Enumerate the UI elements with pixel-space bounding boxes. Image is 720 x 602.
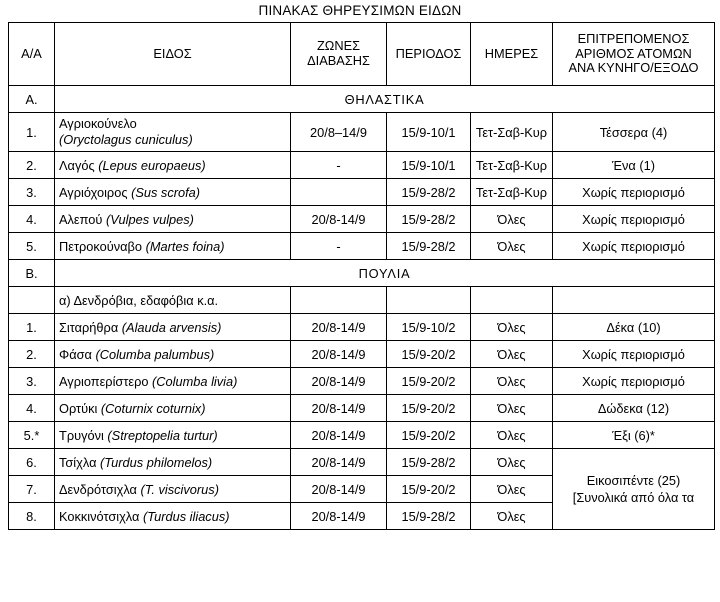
species-common-name: Τσίχλα: [59, 454, 97, 470]
table-row: [9, 341, 715, 368]
table-row: [9, 422, 715, 449]
row-index: 4.: [9, 206, 55, 233]
row-days: Τετ-Σαβ-Κυρ: [471, 113, 553, 152]
row-species: [55, 449, 291, 476]
row-days: Όλες: [471, 341, 553, 368]
row-index: 6.: [9, 449, 55, 476]
row-species: [55, 233, 291, 260]
row-index: 3.: [9, 179, 55, 206]
species-common-name: Αλεπού: [59, 211, 103, 227]
row-zones: 20/8-14/9: [291, 314, 387, 341]
row-index: 8.: [9, 503, 55, 530]
row-index: 5.*: [9, 422, 55, 449]
species-common-name: Ορτύκι: [59, 400, 98, 416]
row-index: 2.: [9, 152, 55, 179]
column-header-zones-line2: ΔΙΑΒΑΣΗΣ: [307, 53, 370, 68]
row-period: 15/9-28/2: [387, 206, 471, 233]
row-days: Τετ-Σαβ-Κυρ: [471, 152, 553, 179]
merged-note-line1: Εικοσιπέντε (25): [586, 472, 681, 488]
table-row: [9, 152, 715, 179]
table-row: [9, 233, 715, 260]
row-number: Χωρίς περιορισμό: [553, 206, 715, 233]
row-zones: 20/8-14/9: [291, 422, 387, 449]
subheading-label: α) Δενδρόβια, εδαφόβια κ.α.: [55, 287, 291, 314]
section-header-row-mammals: [9, 86, 715, 113]
species-common-name: Αγριοπερίστερο: [59, 373, 149, 389]
row-days: Όλες: [471, 422, 553, 449]
row-period: 15/9-10/2: [387, 314, 471, 341]
species-scientific-name: (Streptopelia turtur): [107, 427, 218, 443]
species-common-name: Σιταρήθρα: [59, 319, 119, 335]
row-number: Δέκα (10): [553, 314, 715, 341]
row-zones: 20/8-14/9: [291, 341, 387, 368]
subheading-index: [9, 287, 55, 314]
column-header-zones-line1: ΖΩΝΕΣ: [316, 38, 361, 54]
row-period: 15/9-20/2: [387, 368, 471, 395]
row-period: 15/9-20/2: [387, 395, 471, 422]
section-index-birds: Β.: [9, 260, 55, 287]
row-zones: 20/8-14/9: [291, 476, 387, 503]
row-days: Τετ-Σαβ-Κυρ: [471, 179, 553, 206]
species-common-name: Δενδρότσιχλα: [59, 481, 137, 497]
column-header-zones: [291, 23, 387, 86]
row-zones: [291, 179, 387, 206]
row-days: Όλες: [471, 206, 553, 233]
species-scientific-name: (Coturnix coturnix): [100, 400, 206, 416]
row-days: Όλες: [471, 368, 553, 395]
section-header-row-birds: [9, 260, 715, 287]
row-days: Όλες: [471, 476, 553, 503]
row-index: 1.: [9, 113, 55, 152]
column-header-aa: Α/Α: [9, 23, 55, 86]
species-scientific-name: (Turdus philomelos): [100, 454, 213, 470]
row-period: 15/9-28/2: [387, 449, 471, 476]
row-period: 15/9-10/1: [387, 152, 471, 179]
column-header-period: ΠΕΡΙΟΔΟΣ: [387, 23, 471, 86]
species-common-name: Τρυγόνι: [59, 427, 104, 443]
table-row: [9, 113, 715, 152]
table-header-row: [9, 23, 715, 86]
row-index: 5.: [9, 233, 55, 260]
subheading-number: [553, 287, 715, 314]
column-header-number-line3: ΑΝΑ ΚΥΝΗΓΟ/ΕΞΟΔΟ: [568, 60, 699, 76]
row-zones: 20/8-14/9: [291, 368, 387, 395]
row-zones: 20/8-14/9: [291, 395, 387, 422]
table-row: [9, 449, 715, 476]
row-number: Χωρίς περιορισμό: [553, 233, 715, 260]
species-scientific-name: (Lepus europaeus): [98, 157, 206, 173]
row-zones: -: [291, 233, 387, 260]
section-index-mammals: Α.: [9, 86, 55, 113]
section-label-birds: ΠΟΥΛΙΑ: [55, 260, 715, 287]
species-scientific-name: (Oryctolagus cuniculus): [59, 132, 193, 147]
row-number: Έξι (6)*: [553, 422, 715, 449]
column-header-number: [553, 23, 715, 86]
species-scientific-name: (Sus scrofa): [131, 184, 201, 200]
table-row: [9, 314, 715, 341]
table-row: [9, 206, 715, 233]
species-common-name: Φάσα: [59, 346, 92, 362]
subheading-zones: [291, 287, 387, 314]
row-species: [55, 179, 291, 206]
species-common-name: Λαγός: [59, 157, 95, 173]
row-number: Χωρίς περιορισμό: [553, 368, 715, 395]
row-species: [55, 395, 291, 422]
row-species: [55, 368, 291, 395]
table-row: [9, 179, 715, 206]
row-zones: 20/8–14/9: [291, 113, 387, 152]
row-species: [55, 503, 291, 530]
subheading-row-birds: [9, 287, 715, 314]
column-header-species: ΕΙΔΟΣ: [55, 23, 291, 86]
row-index: 3.: [9, 368, 55, 395]
species-scientific-name: (Columba livia): [152, 373, 238, 389]
row-period: 15/9-20/2: [387, 341, 471, 368]
row-number: Χωρίς περιορισμό: [553, 179, 715, 206]
row-zones: 20/8-14/9: [291, 206, 387, 233]
row-species: [55, 206, 291, 233]
column-header-number-line2: ΑΡΙΘΜΟΣ ΑΤΟΜΩΝ: [575, 45, 692, 61]
species-scientific-name: (Turdus iliacus): [142, 508, 230, 524]
row-species: [55, 314, 291, 341]
row-index: 4.: [9, 395, 55, 422]
species-scientific-name: (Martes foina): [145, 238, 225, 254]
row-number: Χωρίς περιορισμό: [553, 341, 715, 368]
row-period: 15/9-28/2: [387, 503, 471, 530]
row-days: Όλες: [471, 314, 553, 341]
row-species: [55, 476, 291, 503]
species-scientific-name: (Alauda arvensis): [121, 319, 222, 335]
row-number: Ένα (1): [553, 152, 715, 179]
row-period: 15/9-20/2: [387, 422, 471, 449]
row-index: 2.: [9, 341, 55, 368]
species-scientific-name: (T. viscivorus): [140, 481, 219, 497]
row-period: 15/9-28/2: [387, 179, 471, 206]
species-common-name: Αγριόχοιρος: [59, 184, 128, 200]
species-scientific-name: (Columba palumbus): [95, 346, 215, 362]
species-common-name: Πετροκούναβο: [59, 238, 143, 254]
species-common-name: Κοκκινότσιχλα: [59, 508, 140, 524]
row-species: [55, 422, 291, 449]
row-zones: 20/8-14/9: [291, 503, 387, 530]
row-index: 1.: [9, 314, 55, 341]
species-common-name: Αγριοκούνελο: [59, 116, 137, 132]
row-number: Τέσσερα (4): [553, 113, 715, 152]
row-zones: 20/8-14/9: [291, 449, 387, 476]
row-days: Όλες: [471, 233, 553, 260]
subheading-period: [387, 287, 471, 314]
species-table: [8, 22, 715, 530]
row-period: 15/9-28/2: [387, 233, 471, 260]
row-species: [55, 341, 291, 368]
row-number: Δώδεκα (12): [553, 395, 715, 422]
row-period: 15/9-20/2: [387, 476, 471, 503]
section-label-mammals: ΘΗΛΑΣΤΙΚΑ: [55, 86, 715, 113]
column-header-number-line1: ΕΠΙΤΡΕΠΟΜΕΝΟΣ: [577, 30, 690, 46]
row-days: Όλες: [471, 395, 553, 422]
table-row: [9, 395, 715, 422]
species-scientific-name: (Vulpes vulpes): [105, 211, 194, 227]
row-zones: -: [291, 152, 387, 179]
table-row: [9, 368, 715, 395]
column-header-days: ΗΜΕΡΕΣ: [471, 23, 553, 86]
merged-note-line2: [Συνολικά από όλα τα: [572, 490, 695, 505]
row-index: 7.: [9, 476, 55, 503]
row-days: Όλες: [471, 449, 553, 476]
row-species: [55, 113, 291, 152]
row-period: 15/9-10/1: [387, 113, 471, 152]
row-species: [55, 152, 291, 179]
row-number-merged: [553, 449, 715, 530]
subheading-days: [471, 287, 553, 314]
row-days: Όλες: [471, 503, 553, 530]
page-title: ΠΙΝΑΚΑΣ ΘΗΡΕΥΣΙΜΩΝ ΕΙΔΩΝ: [258, 3, 462, 18]
